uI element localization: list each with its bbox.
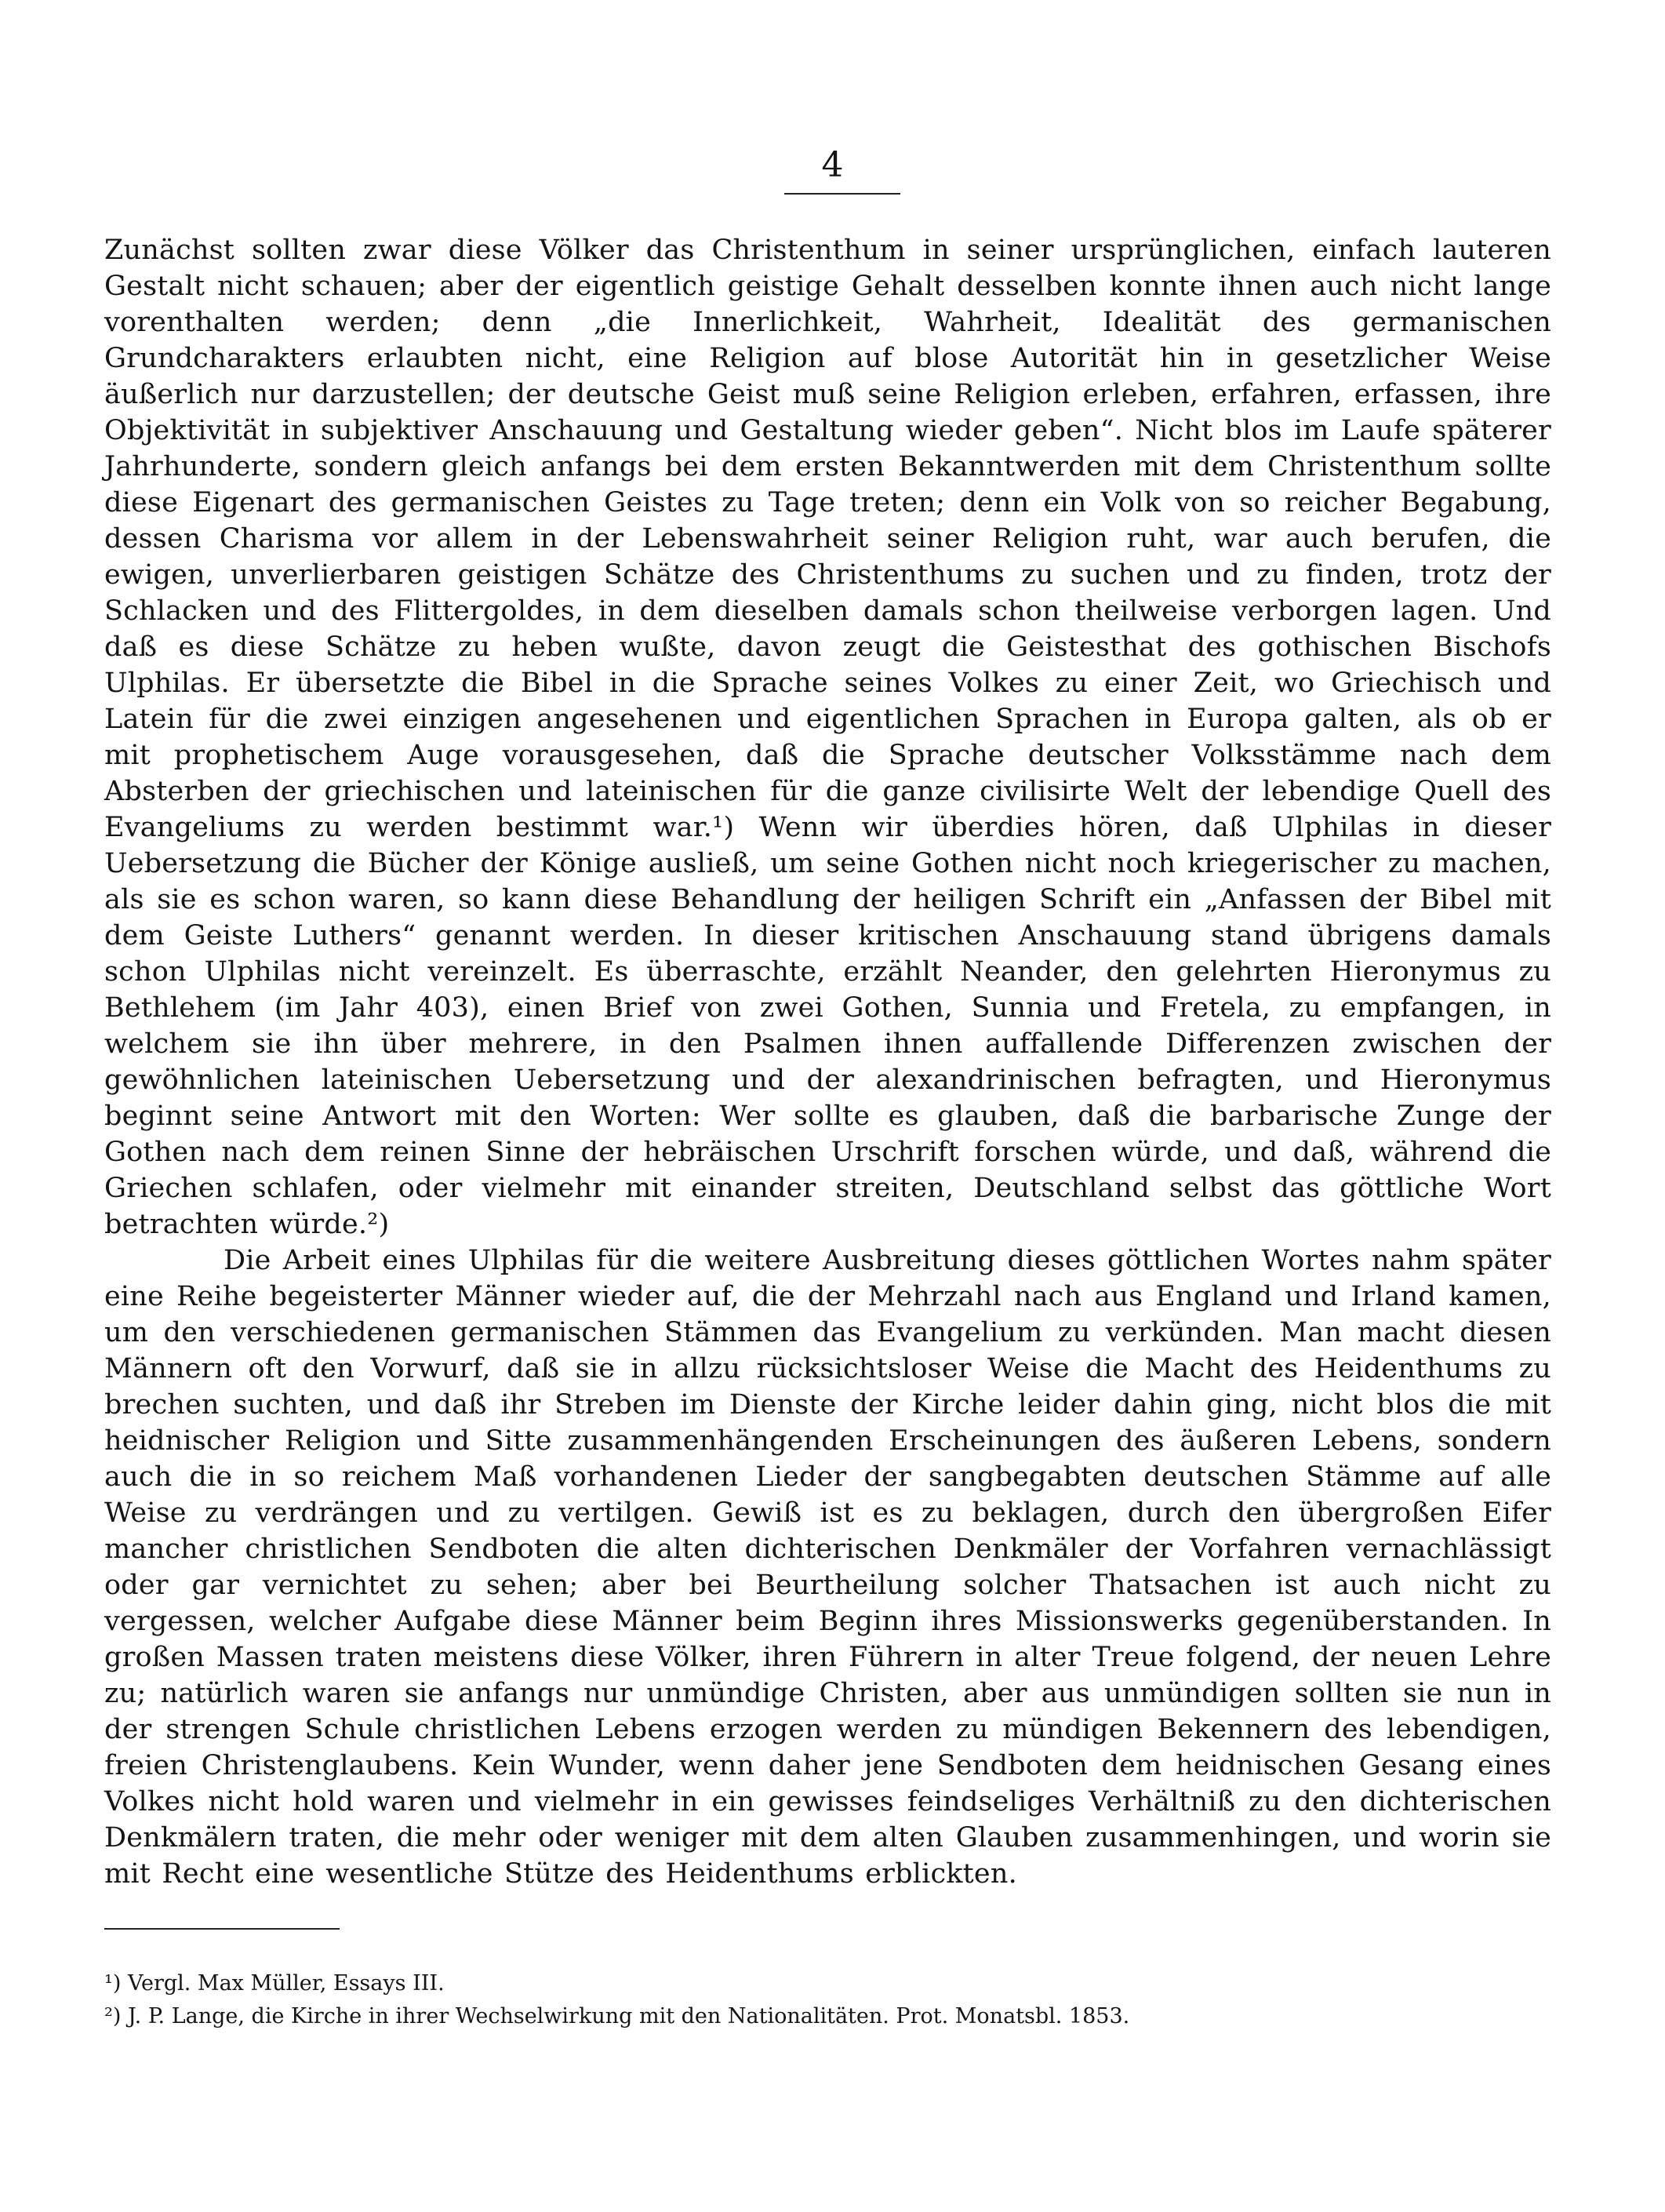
header-rule [784,193,900,195]
paragraph-1: Zunächst sollten zwar diese Völker das Christenthum in seiner ursprünglichen, einfach lauteren Gestalt nicht schauen; aber der eigentlich geistige Gehalt desselben konnte ihnen auch nicht lange vorenthalten werden; denn „die Innerlichkeit, Wahrheit, Idealität des germanischen Grundcharakters erlaubten nicht, eine Religion auf blose Autorität hin in gesetzlicher Weise äußerlich nur darzustellen; der deutsche Geist muß seine Religion erleben, erfahren, erfassen, ihre Objektivität in subjektiver Anschauung und Gestaltung wieder geben“. Nicht blos im Laufe späterer Jahrhunderte, sondern gleich anfangs bei dem ersten Bekanntwerden mit dem Christenthum sollte diese Eigenart des germanischen Geistes zu Tage treten; denn ein Volk von so reicher Begabung, dessen Charisma vor allem in der Lebenswahrheit seiner Religion ruht, war auch berufen, die ewigen, unverlierbaren geistigen Schätze des Christenthums zu suchen und zu finden, trotz der Schlacken und des Flittergoldes, in dem dieselben damals schon theilweise verborgen lagen. Und daß es diese Schätze zu heben wußte, davon zeugt die Geistesthat des gothischen Bischofs Ulphilas. Er übersetzte die Bibel in die Sprache seines Volkes zu einer Zeit, wo Griechisch und Latein für die zwei einzigen angesehenen und eigentlichen Sprachen in Europa galten, als ob er mit prophetischem Auge vorausgesehen, daß die Sprache deutscher Volksstämme nach dem Absterben der griechischen und lateinischen für die ganze civilisirte Welt der lebendige Quell des Evangeliums zu werden bestimmt war.¹) Wenn wir überdies hören, daß Ulphilas in dieser Uebersetzung die Bücher der Könige ausließ, um seine Gothen nicht noch kriegerischer zu machen, als sie es schon waren, so kann diese Behandlung der heiligen Schrift ein „Anfassen der Bibel mit dem Geiste Luthers“ genannt werden. In dieser kritischen Anschauung stand übrigens damals schon Ulphilas nicht vereinzelt. Es überraschte, erzählt Neander, den gelehrten Hieronymus zu Bethlehem (im Jahr 403), einen Brief von zwei Gothen, Sunnia und Fretela, zu empfangen, in welchem sie ihn über mehrere, in den Psalmen ihnen auffallende Differenzen zwischen der gewöhnlichen lateinischen Uebersetzung und der alexandrinischen befragten, und Hieronymus beginnt seine Antwort mit den Worten: Wer sollte es glauben, daß die barbarische Zunge der Gothen nach dem reinen Sinne der hebräischen Urschrift forschen würde, und daß, während die Griechen schlafen, oder vielmehr mit einander streiten, Deutschland selbst das göttliche Wort betrachten würde.²) [104,235,1551,1240]
footnote-2: ²) J. P. Lange, die Kirche in ihrer Wechselwirkung mit den Nationalitäten. Prot. Monatsbl. 1853. [104,2004,1130,2028]
footnotes [104,1967,1551,2033]
footnote-1: ¹) Vergl. Max Müller, Essays III. [104,1971,445,1996]
page-number: 4 [821,145,844,185]
footnote-rule [104,1928,340,1930]
main-text [104,232,1551,1892]
paragraph-2: Die Arbeit eines Ulphilas für die weitere Ausbreitung dieses göttlichen Wortes nahm später eine Reihe begeisterter Männer wieder auf, die der Mehrzahl nach aus England und Irland kamen, um den verschiedenen germanischen Stämmen das Evangelium zu verkünden. Man macht diesen Männern oft den Vorwurf, daß sie in allzu rücksichtsloser Weise die Macht des Heidenthums zu brechen suchten, und daß ihr Streben im Dienste der Kirche leider dahin ging, nicht blos die mit heidnischer Religion und Sitte zusammenhängenden Erscheinungen des äußeren Lebens, sondern auch die in so reichem Maß vorhandenen Lieder der sangbegabten deutschen Stämme auf alle Weise zu verdrängen und zu vertilgen. Gewiß ist es zu beklagen, durch den übergroßen Eifer mancher christlichen Sendboten die alten dichterischen Denkmäler der Vorfahren vernachlässigt oder gar vernichtet zu sehen; aber bei Beurtheilung solcher Thatsachen ist auch nicht zu vergessen, welcher Aufgabe diese Männer beim Beginn ihres Missionswerks gegenüberstanden. In großen Massen traten meistens diese Völker, ihren Führern in alter Treue folgend, der neuen Lehre zu; natürlich waren sie anfangs nur unmündige Christen, aber aus unmündigen sollten sie nun in der strengen Schule christlichen Lebens erzogen werden zu mündigen Bekennern des lebendigen, freien Christenglaubens. Kein Wunder, wenn daher jene Sendboten dem heidnischen Gesang eines Volkes nicht hold waren und vielmehr in ein gewisses feindseliges Verhältniß zu den dichterischen Denkmälern traten, die mehr oder weniger mit dem alten Glauben zusammenhingen, und worin sie mit Recht eine wesentliche Stütze des Heidenthums erblickten. [104,1245,1551,1890]
